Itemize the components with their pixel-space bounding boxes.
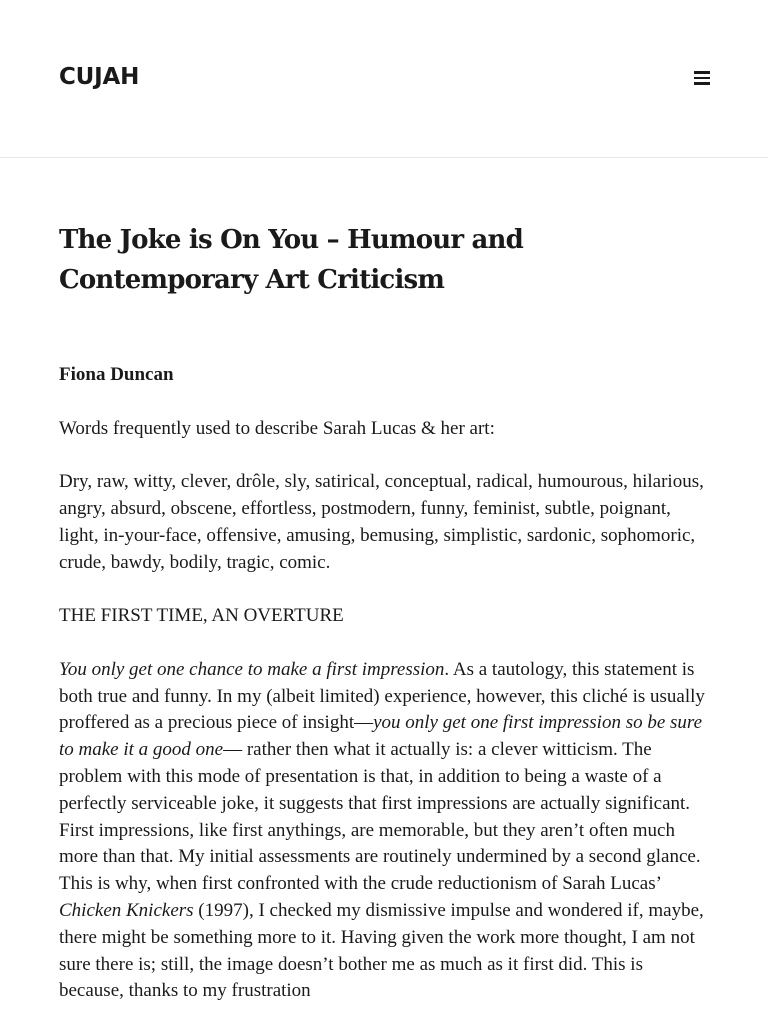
artwork-title: Chicken Knickers bbox=[59, 899, 194, 921]
body-text-1: . As a tautology, this statement is both true and funny. In my (albeit limited) experience, however, this cliché is usually proffered as a precious piece of insight— bbox=[59, 658, 705, 734]
body-text-2: — rather then what it actually is: a clever witticism. The problem with this mode of presentation is that, in addition to being a waste of a perfectly serviceable joke, it suggests that first impressions are actually significant. First impressions, like first anythings, are memorable, but they aren’t often much more than that. My initial assessments are routinely undermined by a second glance. This is why, when first confronted with the crude reductionism of Sarah Lucas’ bbox=[59, 739, 701, 895]
article-author: Fiona Duncan bbox=[59, 364, 174, 385]
body-paragraph bbox=[59, 657, 711, 1005]
article-title: The Joke is On You – Humour and Contemporary Art Criticism bbox=[59, 225, 524, 295]
word-list-paragraph: Dry, raw, witty, clever, drôle, sly, satirical, conceptual, radical, humourous, hilarious, angry, absurd, obscene, effortless, postmodern, funny, feminist, subtle, poignant, light, in-your-face, offensive, amusing, bemusing, simplistic, sardonic, sophomoric, crude, bawdy, bodily, tragic, comic. bbox=[59, 471, 704, 573]
body-italic-phrase-1: You only get one chance to make a first impression bbox=[59, 658, 445, 680]
site-title-link[interactable]: CUJAH bbox=[59, 64, 140, 90]
site-header bbox=[0, 0, 768, 158]
article-intro: Words frequently used to describe Sarah Lucas & her art: bbox=[59, 417, 495, 439]
section-heading: THE FIRST TIME, AN OVERTURE bbox=[59, 605, 344, 627]
hamburger-menu-icon[interactable] bbox=[686, 62, 718, 94]
article-content bbox=[59, 362, 711, 1032]
body-italic-comma: , bbox=[248, 899, 254, 921]
body-italic-phrase-2: you only get one first impression so be sure to make it a good one bbox=[59, 712, 703, 761]
body-text-3: (1997) bbox=[193, 899, 249, 921]
body-text-4: I checked my dismissive impulse and wondered if, maybe, there might be something more to it. Having given the work more thought, I am not sure there is; still, the image doesn’t bother me as much as it first did. This is because, thanks to my frustration bbox=[59, 899, 704, 1002]
